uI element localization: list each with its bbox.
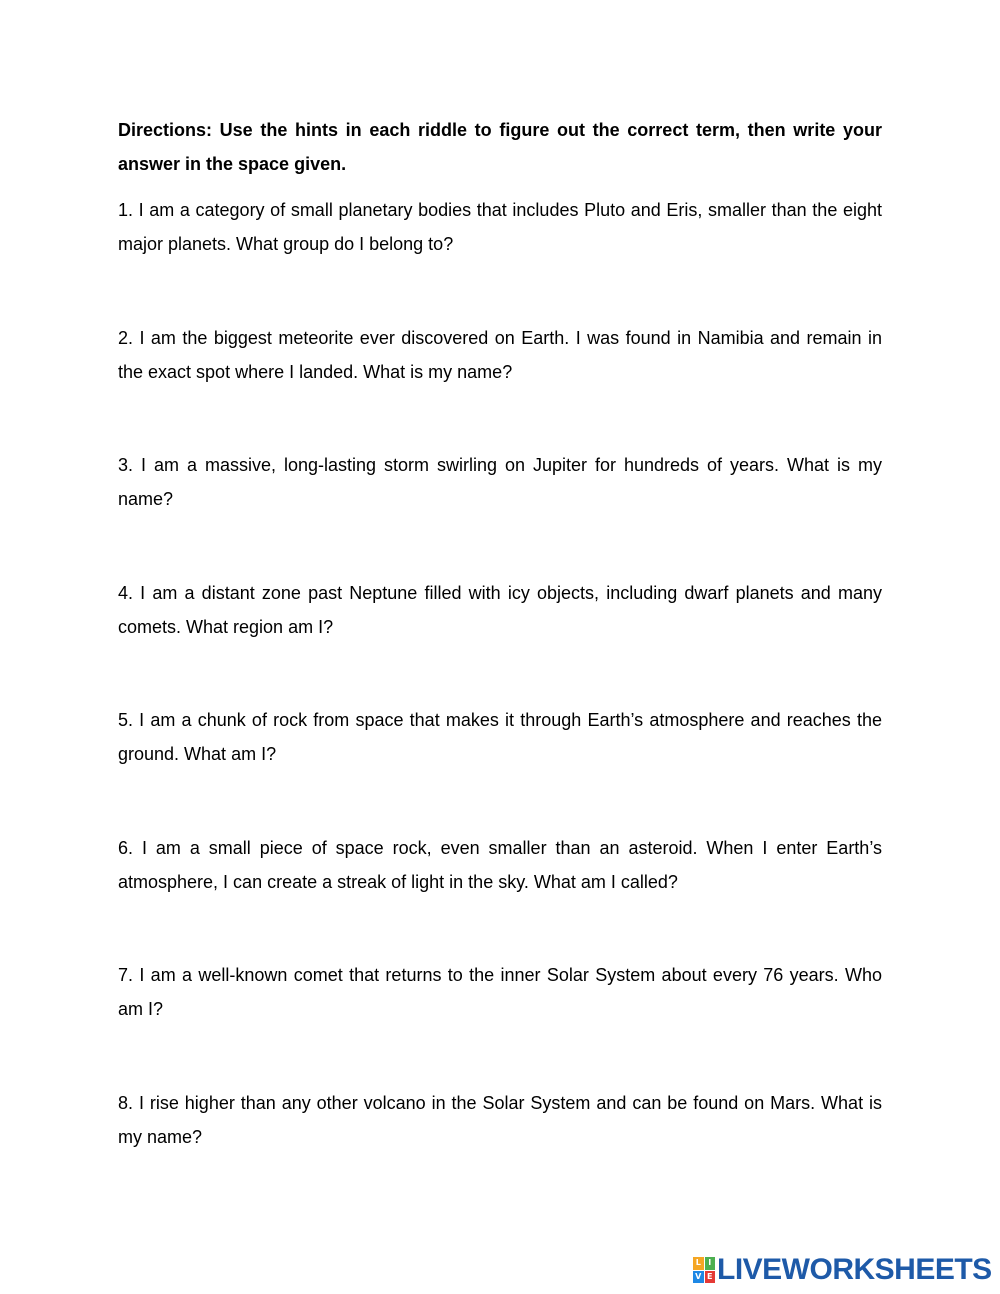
riddle-item (118, 576, 882, 704)
logo-mark-letter: L (693, 1257, 704, 1270)
riddle-item (118, 958, 882, 1086)
logo-mark-letter: E (705, 1271, 716, 1284)
logo-mark-icon (693, 1257, 715, 1283)
riddle-item (118, 831, 882, 959)
riddle-text-3: 3. I am a massive, long-lasting storm swirling on Jupiter for hundreds of years. What is my name? (118, 455, 882, 509)
riddle-text-4: 4. I am a distant zone past Neptune filled with icy objects, including dwarf planets and many comets. What region am I? (118, 582, 882, 637)
riddle-item (118, 448, 882, 576)
riddle-text-7: 7. I am a well-known comet that returns to the inner Solar System about every 76 years. Who am I? (118, 965, 882, 1019)
riddle-item (118, 1086, 882, 1214)
riddle-text-5: 5. I am a chunk of rock from space that makes it through Earth’s atmosphere and reaches the ground. What am I? (118, 710, 882, 764)
directions-text: Directions: Use the hints in each riddle to figure out the correct term, then write your answer in the space given. (118, 120, 882, 174)
riddle-item (118, 703, 882, 831)
riddle-text-8: 8. I rise higher than any other volcano in the Solar System and can be found on Mars. What is my name? (118, 1092, 882, 1147)
worksheet-content (118, 113, 882, 1213)
logo-mark-letter: V (693, 1271, 704, 1284)
logo-mark-letter: I (705, 1257, 716, 1270)
logo-text: LIVEWORKSHEETS (717, 1253, 992, 1286)
liveworksheets-logo (693, 1253, 992, 1287)
riddle-text-2: 2. I am the biggest meteorite ever discovered on Earth. I was found in Namibia and remain in the exact spot where I landed. What is my name? (118, 327, 882, 382)
riddle-text-6: 6. I am a small piece of space rock, even smaller than an asteroid. When I enter Earth’s atmosphere, I can create a streak of light in the sky. What am I called? (118, 837, 882, 892)
riddle-item (118, 321, 882, 449)
riddle-text-1: 1. I am a category of small planetary bodies that includes Pluto and Eris, smaller than the eight major planets. What group do I belong to? (118, 200, 882, 254)
riddle-item (118, 193, 882, 321)
